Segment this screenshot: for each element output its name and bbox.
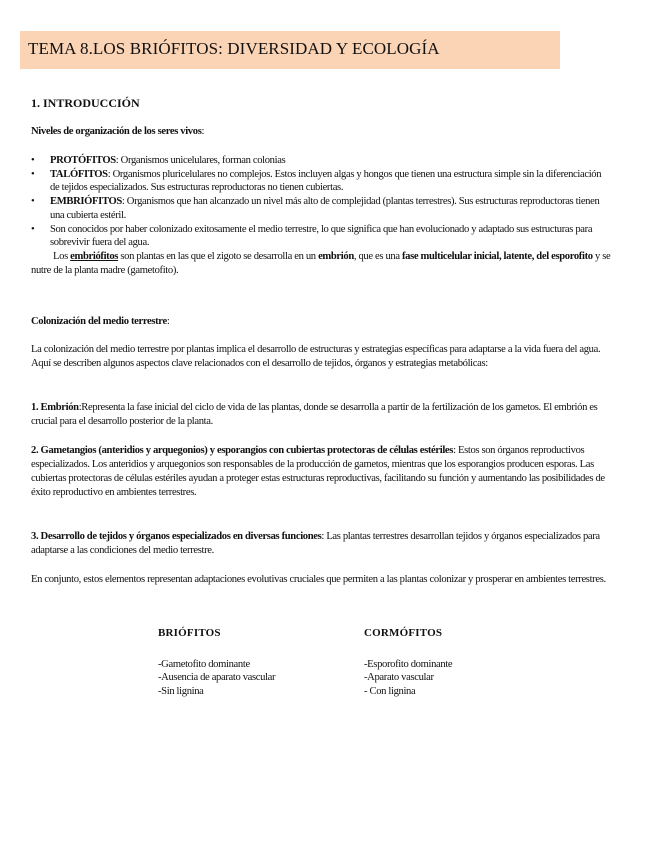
list-item: -Esporofito dominante	[364, 658, 453, 670]
cormophytes-column	[364, 627, 452, 698]
list-item: -Ausencia de aparato vascular	[158, 672, 276, 683]
point-text: : Estos son órganos reproductivos especializados. Los anteridios y arquegonios son responsables de la producción de gametos, mientras que los esporangios producen esporas. Las cubiertas protectoras de células estériles ayudan a proteger estas estructuras reproductivas, facilitando su función y aumentando las posibilidades de éxito reproductivo en ambientes terrestres.	[31, 445, 605, 498]
sentence-text: son plantas en las que el zigoto se desarrolla en un	[118, 250, 319, 262]
bullet-term: PROTÓFITOS	[50, 155, 116, 166]
point-title: Gametangios (anteridios y arquegonios) y esporangios con cubiertas protectoras de células estériles	[38, 445, 454, 456]
bullet-text: Son conocidos por haber colonizado exitosamente el medio terrestre, lo que significa que han evolucionado y adaptado sus estructuras para sobrevivir fuera del agua.	[50, 223, 593, 249]
bryophytes-column	[158, 627, 275, 698]
list-item	[31, 195, 611, 222]
title-banner	[20, 31, 560, 69]
list-item: -Aparato vascular	[364, 672, 434, 683]
sentence-text: y se nutre de la planta madre (gametofito).	[31, 250, 611, 276]
point-text: :Representa la fase inicial del ciclo de vida de las plantas, donde se desarrolla a partir de la fertilización de los gametos. El embrión es crucial para el desarrollo posterior de la planta.	[31, 402, 598, 427]
colonization-heading: Colonización del medio terrestre	[31, 316, 167, 327]
point-title: Desarrollo de tejidos y órganos especializados en diversas funciones	[38, 531, 322, 542]
bullet-term: TALÓFITOS	[50, 168, 108, 180]
embryo-term: embrión	[318, 250, 354, 262]
levels-heading-line	[31, 125, 621, 139]
point-title: Embrión	[38, 402, 79, 413]
sentence-text: , que es una	[353, 250, 402, 262]
bullet-text: : Organismos pluricelulares no complejos. Estos incluyen algas y hongos que tienen una estructura simple sin la diferenciación de tejidos especializados. Sus estructuras reproductoras no tienen cubiertas.	[50, 168, 602, 194]
conclusion: En conjunto, estos elementos representan adaptaciones evolutivas cruciales que permiten a las plantas colonizar y prosperar en ambientes terrestres.	[31, 574, 606, 585]
levels-heading-colon: :	[201, 126, 205, 137]
page-title: TEMA 8.LOS BRIÓFITOS: DIVERSIDAD Y ECOLOGÍA	[28, 39, 440, 58]
list-item	[31, 223, 611, 250]
list-item	[31, 154, 611, 168]
point-tissues	[31, 530, 621, 558]
cormophytes-heading: CORMÓFITOS	[364, 627, 443, 639]
sentence-text: Los	[53, 250, 71, 262]
section-heading-introduction: 1. INTRODUCCIÓN	[31, 96, 140, 110]
colonization-heading-line	[31, 315, 621, 329]
point-number: 2.	[31, 445, 39, 456]
embryophytes-term: embriófitos	[70, 250, 119, 262]
colonization-heading-colon: :	[166, 316, 170, 327]
bullet-text: : Organismos unicelulares, forman colonias	[115, 155, 286, 166]
organization-levels-list	[31, 154, 611, 277]
list-item: - Con lignina	[364, 685, 416, 697]
bullet-text: : Organismos que han alcanzado un nivel más alto de complejidad (plantas terrestres). Sus estructuras reproductoras tienen una cubierta estéril.	[50, 196, 600, 221]
levels-heading: Niveles de organización de los seres vivos	[31, 126, 202, 137]
colonization-intro: La colonización del medio terrestre por plantas implica el desarrollo de estructuras y estrategias específicas para adaptarse a la vida fuera del agua. Aquí se describen algunos aspectos clave relacionados con el desarrollo de tejidos, órganos y estrategias metabólicas:	[31, 344, 601, 369]
embryophytes-sentence	[31, 250, 611, 277]
point-number: 1.	[31, 402, 39, 413]
bullet-term: EMBRIÓFITOS	[50, 196, 122, 208]
point-number: 3.	[31, 531, 39, 542]
list-item: -Sin lignina	[158, 685, 204, 697]
point-gametangia	[31, 444, 621, 500]
list-item	[31, 168, 611, 195]
point-embryo	[31, 401, 621, 429]
multicellular-phase-term: fase multicelular inicial, latente, del esporofito	[401, 250, 593, 262]
bryophytes-heading: BRIÓFITOS	[158, 627, 221, 639]
point-text: : Las plantas terrestres desarrollan tejidos y órganos especializados para adaptarse a las condiciones del medio terrestre.	[31, 531, 600, 556]
list-item: -Gametofito dominante	[158, 658, 250, 670]
